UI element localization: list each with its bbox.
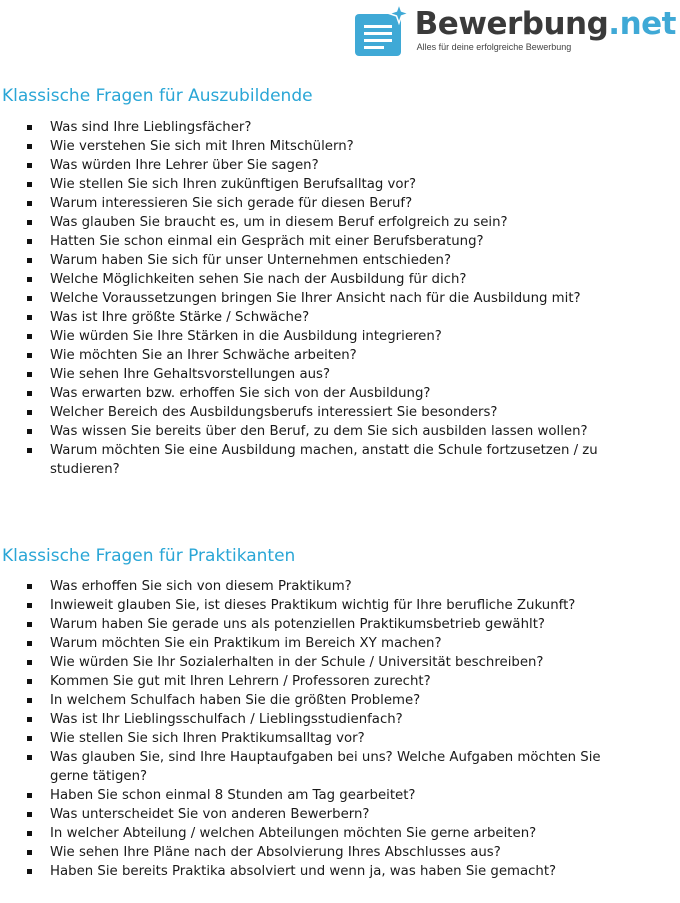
question-item: Wie würden Sie Ihr Sozialerhalten in der Schule / Universität beschreiben? <box>0 653 640 672</box>
question-item: Was erwarten bzw. erhoffen Sie sich von der Ausbildung? <box>0 384 640 403</box>
question-item: Welcher Bereich des Ausbildungsberufs interessiert Sie besonders? <box>0 403 640 422</box>
question-item: Haben Sie schon einmal 8 Stunden am Tag gearbeitet? <box>0 786 640 805</box>
question-item: Was ist Ihre größte Stärke / Schwäche? <box>0 308 640 327</box>
logo-tagline: Alles für deine erfolgreiche Bewerbung <box>416 42 572 52</box>
question-item: Was unterscheidet Sie von anderen Bewerbern? <box>0 805 640 824</box>
question-item: Hatten Sie schon einmal ein Gespräch mit einer Berufsberatung? <box>0 232 640 251</box>
question-item: Was wissen Sie bereits über den Beruf, zu dem Sie sich ausbilden lassen wollen? <box>0 422 640 441</box>
question-item: Wie stellen Sie sich Ihren zukünftigen Berufsalltag vor? <box>0 175 640 194</box>
document-sparkle-icon <box>355 4 409 56</box>
question-item: Warum möchten Sie eine Ausbildung machen, anstatt die Schule fortzusetzen / zu studieren? <box>0 441 640 479</box>
question-item: Wie stellen Sie sich Ihren Praktikumsalltag vor? <box>0 729 640 748</box>
question-item: Welche Möglichkeiten sehen Sie nach der Ausbildung für dich? <box>0 270 640 289</box>
question-item: Wie möchten Sie an Ihrer Schwäche arbeiten? <box>0 346 640 365</box>
question-item: Was sind Ihre Lieblingsfächer? <box>0 118 640 137</box>
question-item: Wie sehen Ihre Gehaltsvorstellungen aus? <box>0 365 640 384</box>
question-item: Was glauben Sie, sind Ihre Hauptaufgaben bei uns? Welche Aufgaben möchten Sie gerne tätigen? <box>0 748 640 786</box>
question-item: In welcher Abteilung / welchen Abteilungen möchten Sie gerne arbeiten? <box>0 824 640 843</box>
question-item: Was glauben Sie braucht es, um in diesem Beruf erfolgreich zu sein? <box>0 213 640 232</box>
logo-wordmark <box>415 4 676 44</box>
question-item: In welchem Schulfach haben Sie die größten Probleme? <box>0 691 640 710</box>
question-list-auszubildende <box>0 118 640 479</box>
question-item: Was erhoffen Sie sich von diesem Praktikum? <box>0 577 640 596</box>
brand-logo <box>355 4 676 56</box>
logo-name-accent: .net <box>608 6 676 42</box>
question-item: Kommen Sie gut mit Ihren Lehrern / Professoren zurecht? <box>0 672 640 691</box>
question-item: Warum interessieren Sie sich gerade für diesen Beruf? <box>0 194 640 213</box>
question-item: Wie würden Sie Ihre Stärken in die Ausbildung integrieren? <box>0 327 640 346</box>
question-item: Was ist Ihr Lieblingsschulfach / Lieblingsstudienfach? <box>0 710 640 729</box>
question-list-praktikanten <box>0 577 640 881</box>
question-item: Welche Voraussetzungen bringen Sie Ihrer Ansicht nach für die Ausbildung mit? <box>0 289 640 308</box>
question-item: Warum haben Sie gerade uns als potenziellen Praktikumsbetrieb gewählt? <box>0 615 640 634</box>
question-item: Inwieweit glauben Sie, ist dieses Praktikum wichtig für Ihre berufliche Zukunft? <box>0 596 640 615</box>
logo-name-main: Bewerbung <box>414 6 609 42</box>
section-title-auszubildende: Klassische Fragen für Auszubildende <box>2 86 313 106</box>
question-item: Haben Sie bereits Praktika absolviert und wenn ja, was haben Sie gemacht? <box>0 862 640 881</box>
section-title-praktikanten: Klassische Fragen für Praktikanten <box>2 546 296 566</box>
question-item: Wie verstehen Sie sich mit Ihren Mitschülern? <box>0 137 640 156</box>
question-item: Warum möchten Sie ein Praktikum im Bereich XY machen? <box>0 634 640 653</box>
question-item: Wie sehen Ihre Pläne nach der Absolvierung Ihres Abschlusses aus? <box>0 843 640 862</box>
question-item: Warum haben Sie sich für unser Unternehmen entschieden? <box>0 251 640 270</box>
question-item: Was würden Ihre Lehrer über Sie sagen? <box>0 156 640 175</box>
